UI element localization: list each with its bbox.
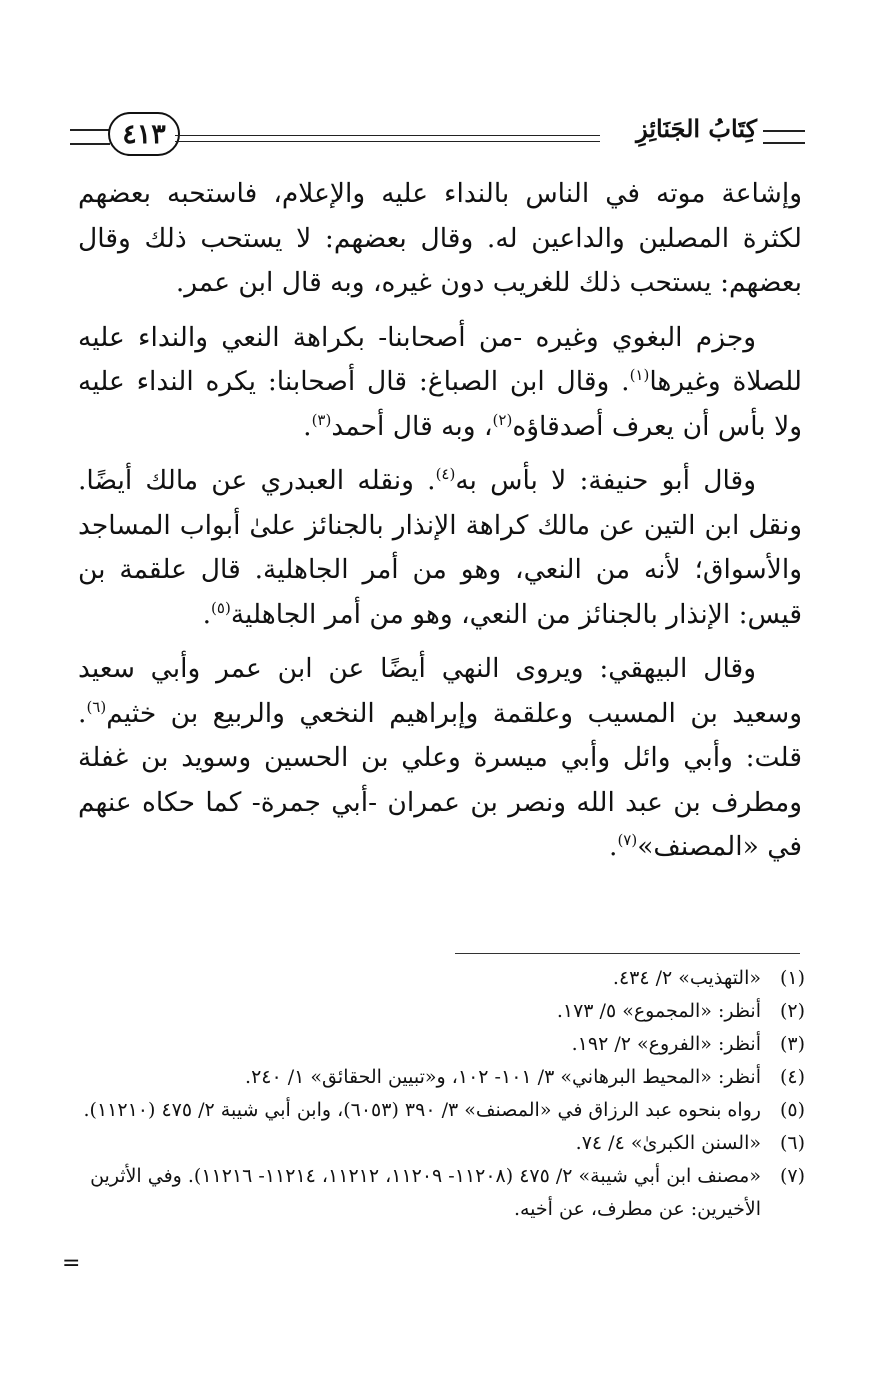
header-right-ornament (763, 130, 805, 144)
paragraph-text: . (202, 598, 212, 630)
footnote-item (80, 995, 805, 1028)
header-rule-upper (175, 135, 600, 136)
footnote-number: (٦) (779, 1132, 805, 1154)
footnote-separator (455, 953, 800, 954)
paragraph-text: ، وبه قال أحمد (331, 410, 493, 442)
footnote-item (80, 1061, 805, 1094)
paragraph (78, 316, 802, 450)
footnote-text: «مصنف ابن أبي شيبة» ٢/ ٤٧٥ (١١٢٠٨- ١١٢٠٩، ١١٢١٢، ١١٢١٤- ١١٢١٦). وفي الأثرين الأخيرين: عن مطرف، عن أخيه. (90, 1165, 761, 1220)
book-title: كِتَابُ الجَنَائِزِ (636, 114, 757, 143)
footnote-item (80, 1094, 805, 1127)
footnote-ref: (٦) (86, 697, 107, 716)
paragraph-text: وجزم البغوي وغيره -من أصحابنا- بكراهة النعي والنداء عليه للصلاة وغيرها (78, 321, 802, 397)
footnote-number: (٣) (779, 1033, 805, 1055)
footnote-text: «التهذيب» ٢/ ٤٣٤. (612, 967, 761, 989)
page-header (70, 108, 805, 164)
footnote-ref: (٤) (435, 465, 456, 484)
paragraph-text: وقال أبو حنيفة: لا بأس به (455, 465, 756, 496)
paragraph-text: . (303, 410, 312, 442)
continuation-mark: = (62, 1251, 81, 1276)
paragraph-text: وقال البيهقي: ويروى النهي أيضًا عن ابن عمر وأبي سعيد وسعيد بن المسيب وعلقمة وإبراهيم النخعي والربيع بن خثيم (78, 653, 802, 729)
paragraph-text: . ونقله العبدري عن مالك أيضًا. ونقل ابن التين عن مالك كراهة الإنذار بالجنائز علىٰ أبواب المساجد والأسواق؛ لأنه من النعي، وهو من أمر الجاهلية. قال علقمة بن قيس: الإنذار بالجنائز من النعي، وهو من أمر الجاهلية (78, 465, 802, 630)
paragraph-text: . (609, 831, 618, 862)
paragraph-text: . وقال ابن الصباغ: قال أصحابنا: يكره النداء عليه ولا بأس أن يعرف أصدقاؤه (78, 366, 802, 442)
header-rule-lower (175, 141, 600, 142)
paragraph (78, 459, 802, 637)
footnote-number: (٧) (779, 1165, 805, 1187)
footnote-text: رواه بنحوه عبد الرزاق في «المصنف» ٣/ ٣٩٠ (٦٠٥٣)، وابن أبي شيبة ٢/ ٤٧٥ (١١٢١٠). (83, 1099, 761, 1121)
footnote-ref: (٢) (492, 410, 513, 429)
footnote-ref: (٧) (617, 831, 638, 850)
footnote-number: (١) (779, 967, 805, 989)
footnote-number: (٢) (779, 1000, 805, 1022)
page-number: ٤١٣ (108, 112, 180, 156)
header-left-ornament (70, 129, 110, 145)
paragraph (78, 647, 802, 870)
footnote-item (80, 962, 805, 995)
footnote-text: أنظر: «المحيط البرهاني» ٣/ ١٠١- ١٠٢، و«تبيين الحقائق» ١/ ٢٤٠. (245, 1066, 761, 1088)
paragraph-text: وإشاعة موته في الناس بالنداء عليه والإعلام، فاستحبه بعضهم لكثرة المصلين والداعين له. وقال بعضهم: لا يستحب ذلك وقال بعضهم: يستحب ذلك للغريب دون غيره، وبه قال ابن عمر. (78, 178, 802, 298)
footnote-number: (٥) (779, 1099, 805, 1121)
footnote-text: أنظر: «المجموع» ٥/ ١٧٣. (556, 1000, 761, 1022)
footnote-ref: (٥) (211, 598, 231, 617)
footnote-text: أنظر: «الفروع» ٢/ ١٩٢. (571, 1033, 761, 1055)
footnote-item (80, 1028, 805, 1061)
footnote-number: (٤) (779, 1066, 805, 1088)
footnote-text: «السنن الكبرىٰ» ٤/ ٧٤. (575, 1132, 761, 1154)
footnote-ref: (١) (629, 366, 650, 385)
paragraph (78, 172, 802, 306)
footnote-item (80, 1160, 805, 1226)
footnotes (80, 962, 805, 1226)
main-text (78, 172, 802, 880)
footnote-item (80, 1127, 805, 1160)
paragraph-text: . قلت: وأبي وائل وأبي ميسرة وعلي بن الحسين وسويد بن غفلة ومطرف بن عبد الله ونصر بن عمران -أبي جمرة- كما حكاه عنهم في «المصنف» (78, 697, 802, 862)
footnote-ref: (٣) (311, 410, 332, 429)
